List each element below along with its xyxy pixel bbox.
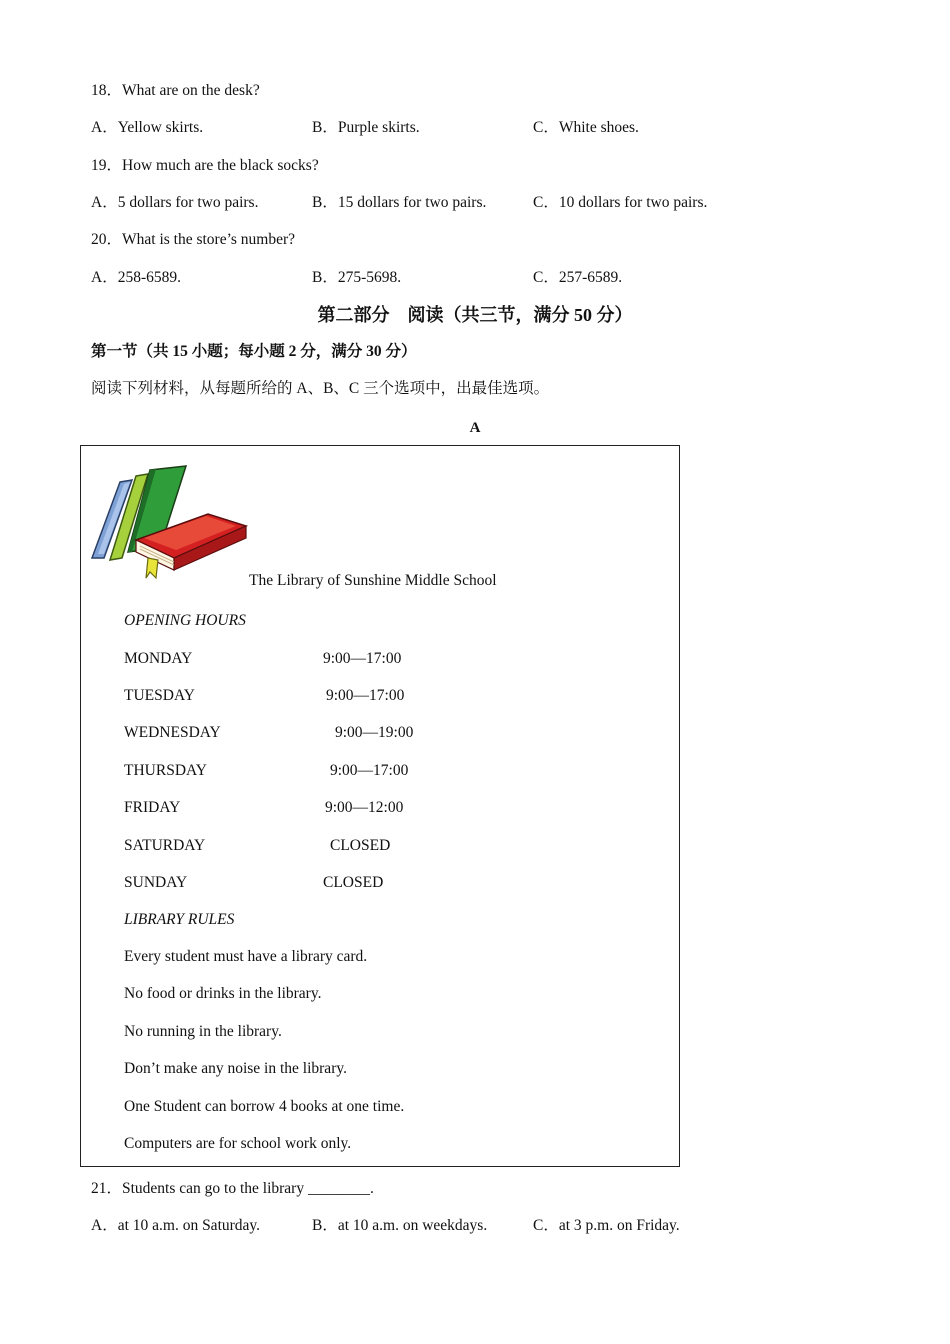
books-clipart-icon: [88, 462, 250, 584]
section-points-each: 2: [288, 343, 297, 360]
question-18-option-b: B．Purple skirts.: [312, 119, 420, 136]
question-21-option-c: C．at 3 p.m. on Friday.: [533, 1217, 680, 1234]
hours-time-thursday: 9:00—17:00: [330, 762, 409, 779]
hours-day-thursday: THURSDAY: [124, 762, 207, 779]
library-title: The Library of Sunshine Middle School: [249, 572, 497, 589]
question-20-option-b: B．275-5698.: [312, 269, 402, 286]
hours-time-saturday: CLOSED: [330, 837, 391, 854]
question-19-option-b: B．15 dollars for two pairs.: [312, 194, 487, 211]
question-20-stem: 20．What is the store’s number?: [91, 231, 296, 248]
section-prefix: 第一节（共: [91, 343, 173, 360]
question-19-stem: 19．How much are the black socks?: [91, 157, 319, 174]
question-19-option-c: C．10 dollars for two pairs.: [533, 194, 708, 211]
question-18-stem: 18．What are on the desk?: [91, 82, 260, 99]
section-middle2: 分，满分: [296, 343, 367, 360]
library-rule: Don’t make any noise in the library.: [124, 1060, 347, 1077]
opening-hours-heading: OPENING HOURS: [124, 612, 246, 629]
library-rule: No running in the library.: [124, 1023, 282, 1040]
hours-time-monday: 9:00—17:00: [323, 650, 402, 667]
hours-day-friday: FRIDAY: [124, 799, 181, 816]
hours-day-tuesday: TUESDAY: [124, 687, 195, 704]
bookmark-ribbon-icon: [146, 558, 158, 578]
library-rule: One Student can borrow 4 books at one time.: [124, 1098, 405, 1115]
question-18-option-c: C．White shoes.: [533, 119, 639, 136]
hours-time-friday: 9:00—12:00: [325, 799, 404, 816]
section-total: 30: [366, 343, 382, 360]
hours-day-wednesday: WEDNESDAY: [124, 724, 221, 741]
section-middle: 小题；每小题: [187, 343, 289, 360]
hours-day-saturday: SATURDAY: [124, 837, 206, 854]
section-suffix: 分）: [381, 343, 417, 360]
question-20-option-a: A．258-6589.: [91, 269, 181, 286]
hours-time-sunday: CLOSED: [323, 874, 384, 891]
question-21-option-b: B．at 10 a.m. on weekdays.: [312, 1217, 488, 1234]
section-count: 15: [172, 343, 188, 360]
question-21-stem: 21．Students can go to the library ________.: [91, 1180, 374, 1197]
library-rule: Computers are for school work only.: [124, 1135, 352, 1152]
question-21-option-a: A．at 10 a.m. on Saturday.: [91, 1217, 261, 1234]
hours-day-sunday: SUNDAY: [124, 874, 188, 891]
passage-letter: A: [469, 420, 481, 436]
hours-day-monday: MONDAY: [124, 650, 193, 667]
hours-time-tuesday: 9:00—17:00: [326, 687, 405, 704]
question-19-option-a: A．5 dollars for two pairs.: [91, 194, 259, 211]
section-heading: [91, 342, 417, 362]
library-rules-heading: LIBRARY RULES: [124, 911, 235, 928]
question-20-option-c: C．257-6589.: [533, 269, 623, 286]
part-heading: 第二部分 阅读（共三节，满分 50 分）: [317, 305, 633, 325]
question-18-option-a: A．Yellow skirts.: [91, 119, 204, 136]
library-rule: No food or drinks in the library.: [124, 985, 322, 1002]
instruction: 阅读下列材料，从每题所给的 A、B、C 三个选项中，出最佳选项。: [91, 380, 550, 397]
hours-time-wednesday: 9:00—19:00: [335, 724, 414, 741]
library-rule: Every student must have a library card.: [124, 948, 368, 965]
